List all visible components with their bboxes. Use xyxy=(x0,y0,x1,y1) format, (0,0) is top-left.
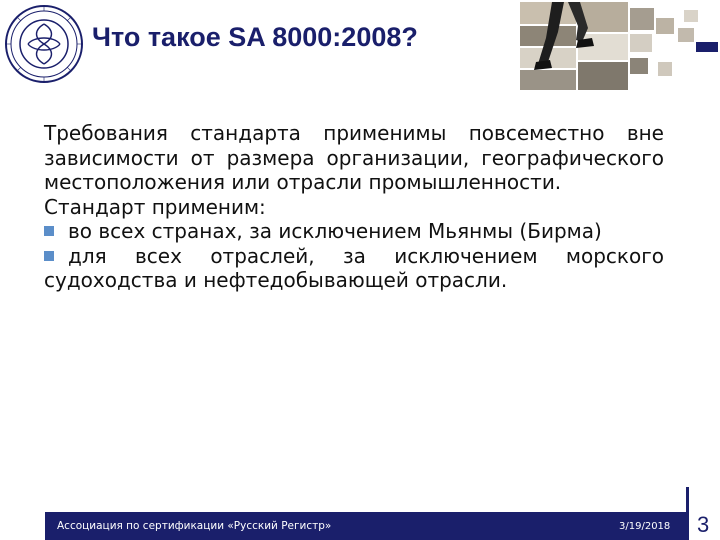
bullet-item xyxy=(44,219,664,244)
footer-divider xyxy=(686,487,689,540)
stairs-photo-image xyxy=(518,2,720,90)
footer-organization: Ассоциация по сертификации «Русский Регистр» xyxy=(57,520,332,532)
square-bullet-icon xyxy=(44,226,54,236)
emblem-seal-icon xyxy=(4,4,84,84)
slide-body xyxy=(44,121,664,293)
bullet-item xyxy=(44,244,664,293)
applicability-heading: Стандарт применим: xyxy=(44,194,266,219)
slide-title: Что такое SA 8000:2008? xyxy=(92,22,418,52)
footer-date: 3/19/2018 xyxy=(619,521,671,532)
page-number: 3 xyxy=(697,512,710,537)
intro-paragraph: Требования стандарта применимы повсеместно вне зависимости от размера организации, географического местоположения или отрасли промышленности. xyxy=(44,121,664,194)
bullet-text: во всех странах, за исключением Мьянмы (Бирма) xyxy=(68,219,602,243)
bullet-text: для всех отраслей, за исключением морского судоходства и нефтедобывающей отрасли. xyxy=(44,243,664,292)
square-bullet-icon xyxy=(44,251,54,261)
footer-bar xyxy=(45,512,686,540)
